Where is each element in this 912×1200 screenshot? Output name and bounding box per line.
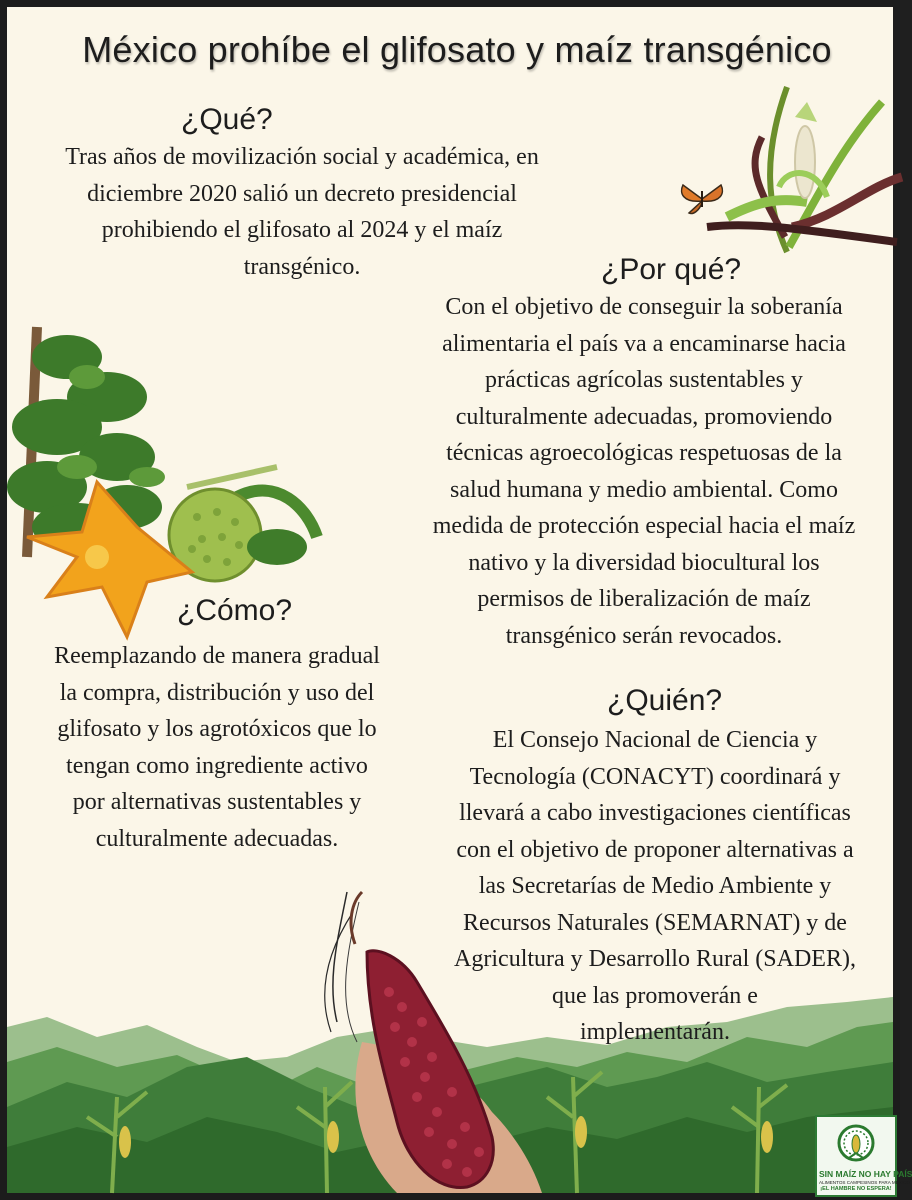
quien-line: Agricultura y Desarrollo Rural (SADER), bbox=[454, 946, 856, 972]
por-que-line: Con el objetivo de conseguir la soberanía bbox=[445, 294, 843, 320]
butterfly-icon bbox=[679, 181, 725, 217]
por-que-paragraph bbox=[395, 289, 893, 654]
que-line: transgénico. bbox=[243, 253, 361, 280]
como-line: tengan como ingrediente activo bbox=[66, 752, 368, 779]
quien-line: llevará a cabo investigaciones científicas bbox=[459, 800, 851, 826]
por-que-line: transgénico serán revocados. bbox=[505, 622, 783, 649]
como-heading: ¿Cómo? bbox=[177, 594, 293, 627]
quien-line: Tecnología (CONACYT) coordinará y bbox=[469, 763, 841, 790]
squash-plant-illustration bbox=[7, 317, 327, 637]
como-line: culturalmente adecuadas. bbox=[95, 825, 339, 852]
quien-paragraph bbox=[411, 722, 899, 1051]
que-line: diciembre 2020 salió un decreto presidencial bbox=[87, 180, 517, 207]
por-que-line: alimentaria el país va a encaminarse hacia bbox=[442, 330, 846, 357]
por-que-heading: ¿Por qué? bbox=[601, 253, 742, 286]
logo-slogan: SIN MAÍZ NO HAY PAÍS bbox=[819, 1169, 912, 1179]
quien-line: las Secretarías de Medio Ambiente y bbox=[478, 873, 832, 899]
por-que-line: medida de protección especial hacia el maíz bbox=[432, 513, 856, 539]
por-que-line: prácticas agrícolas sustentables y bbox=[485, 367, 803, 393]
que-heading: ¿Qué? bbox=[181, 103, 273, 136]
por-que-line: técnicas agroecológicas respetuosas de la bbox=[446, 440, 842, 466]
por-que-line: permisos de liberalización de maíz bbox=[477, 586, 811, 612]
logo-subtitle: ALIMENTOS CAMPESINOS PARA MÉXICO bbox=[819, 1180, 910, 1185]
como-line: glifosato y los agrotóxicos que lo bbox=[57, 716, 377, 742]
corn-emblem-icon bbox=[837, 1120, 875, 1166]
logo-tagline: ¡EL HAMBRE NO ESPERA! bbox=[820, 1186, 892, 1192]
poster-title: México prohíbe el glifosato y maíz transgénico bbox=[82, 29, 832, 70]
que-line: Tras años de movilización social y académica, en bbox=[65, 144, 539, 170]
por-que-line: salud humana y medio ambiental. Como bbox=[450, 476, 838, 503]
que-paragraph bbox=[7, 139, 597, 285]
como-line: Reemplazando de manera gradual bbox=[54, 643, 380, 669]
quien-line: implementarán. bbox=[580, 1019, 730, 1045]
por-que-line: nativo y la diversidad biocultural los bbox=[468, 549, 820, 576]
quien-line: con el objetivo de proponer alternativas a bbox=[456, 836, 854, 863]
quien-line: Recursos Naturales (SEMARNAT) y de bbox=[463, 909, 847, 936]
quien-line: El Consejo Nacional de Ciencia y bbox=[492, 727, 818, 753]
como-paragraph bbox=[7, 638, 427, 857]
corn-plant-illustration bbox=[667, 77, 907, 262]
sin-maiz-no-hay-pais-logo bbox=[815, 1115, 912, 1197]
como-line: la compra, distribución y uso del bbox=[59, 679, 375, 706]
quien-line: que las promoverán e bbox=[552, 982, 758, 1009]
que-line: prohibiendo el glifosato al 2024 y el maíz bbox=[101, 217, 503, 243]
quien-heading: ¿Quién? bbox=[607, 684, 723, 717]
por-que-line: culturalmente adecuadas, promoviendo bbox=[455, 403, 833, 430]
como-line: por alternativas sustentables y bbox=[72, 789, 362, 815]
